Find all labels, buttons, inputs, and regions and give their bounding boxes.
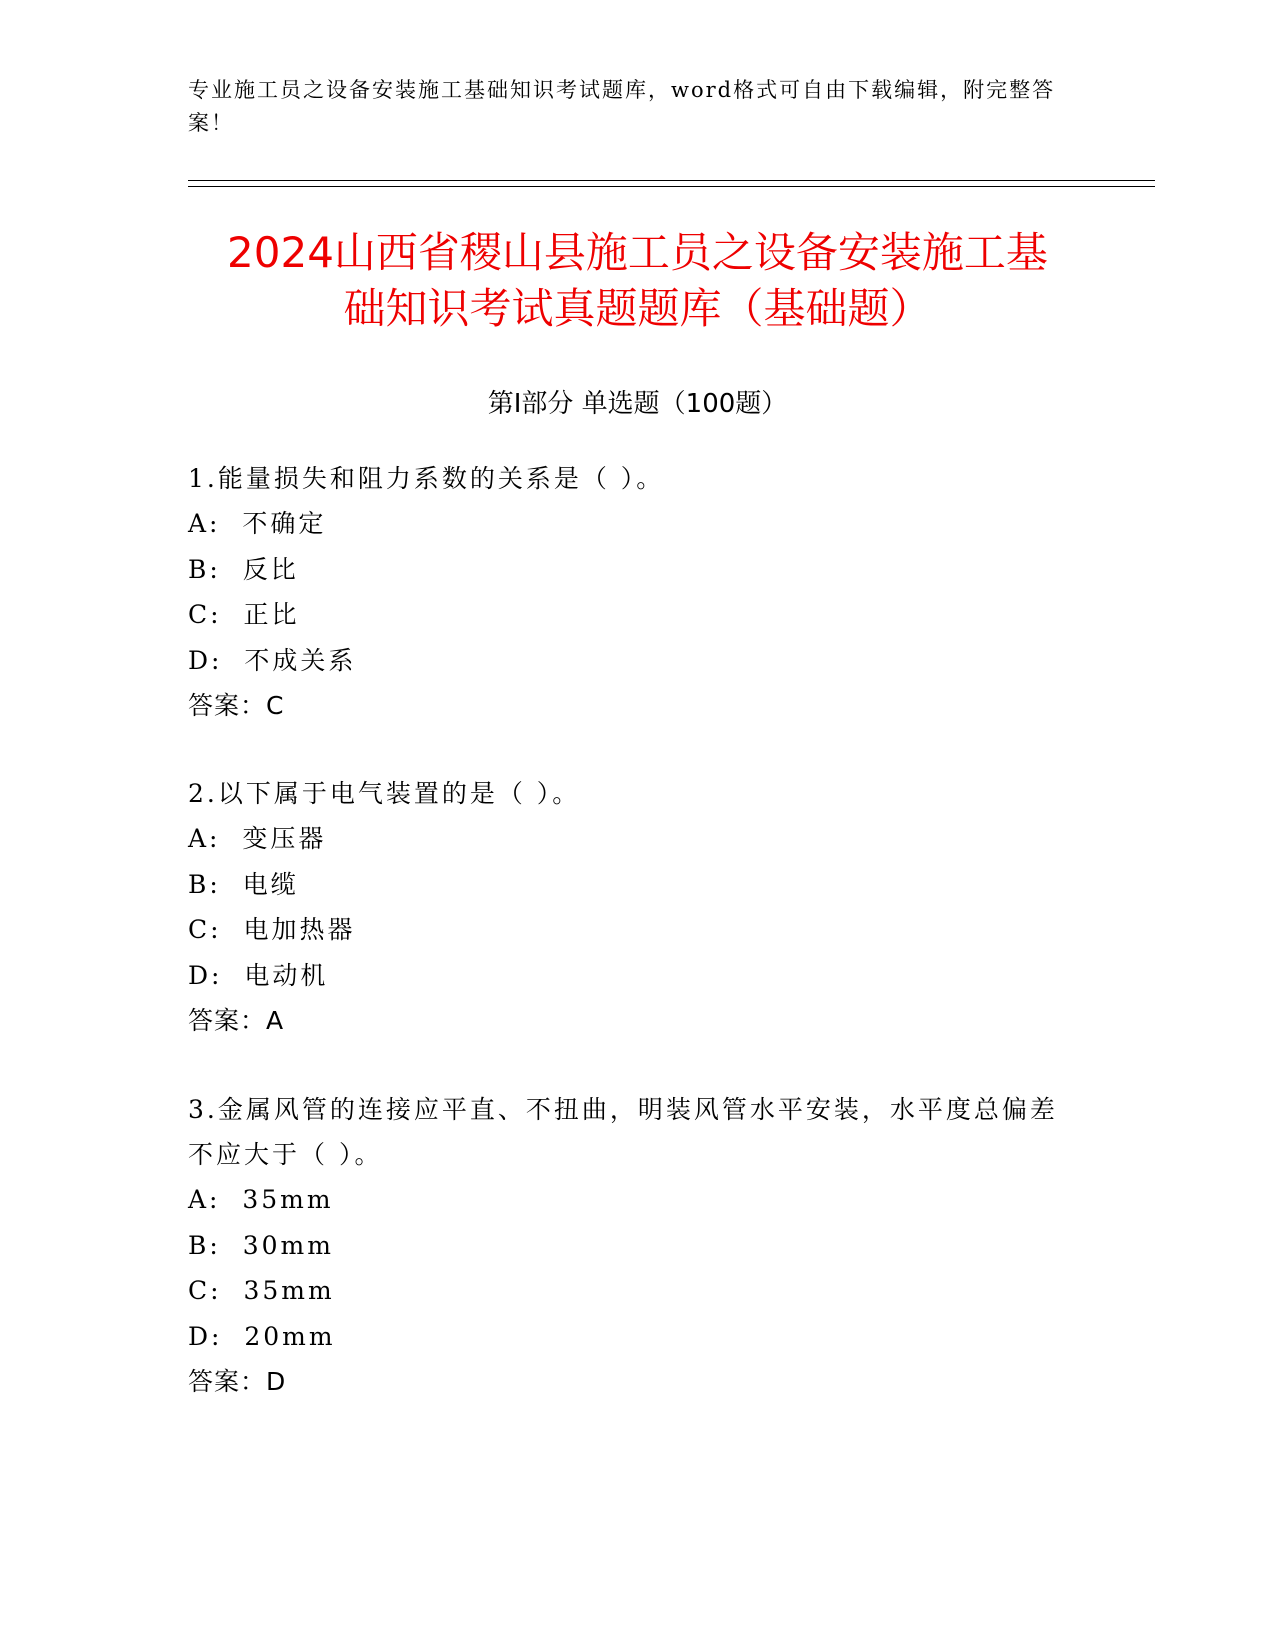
question-stem: 1.能量损失和阻力系数的关系是（ ）。 [188, 464, 665, 493]
title-line-2: 础知识考试真题题库（基础题） [343, 284, 932, 333]
header-rule-bottom [188, 186, 1155, 187]
answer: 答案：A [188, 1006, 285, 1035]
answer: 答案：D [188, 1367, 287, 1396]
option-a: A: 变压器 [188, 824, 327, 853]
option-b: B: 30mm [188, 1230, 334, 1260]
option-d: D: 20mm [188, 1321, 336, 1351]
option-c: C: 电加热器 [188, 915, 356, 944]
question-stem: 3.金属风管的连接应平直、不扭曲，明装风管水平安装，水平度总偏差不应大于（ ）。 [188, 1095, 1058, 1169]
option-a: A: 不确定 [188, 509, 327, 538]
option-c: C: 35mm [188, 1276, 335, 1305]
option-a: A: 35mm [188, 1185, 334, 1214]
section-heading: 第Ⅰ部分 单选题（100题） [487, 389, 788, 419]
title-line-1: 2024山西省稷山县施工员之设备安装施工基 [227, 228, 1048, 277]
question-3 [188, 1087, 1068, 1404]
intro-text: 专业施工员之设备安装施工基础知识考试题库，word格式可自由下载编辑，附完整答案！ [188, 78, 1056, 135]
option-d: D: 不成关系 [188, 645, 357, 675]
document-title [0, 225, 1275, 337]
option-b: B: 电缆 [188, 869, 299, 899]
option-d: D: 电动机 [188, 960, 329, 990]
question-1 [188, 456, 1068, 728]
question-2 [188, 771, 1068, 1043]
option-c: C: 正比 [188, 600, 300, 629]
option-b: B: 反比 [188, 554, 299, 584]
question-stem: 2.以下属于电气装置的是（ ）。 [188, 779, 581, 808]
answer: 答案：C [188, 691, 285, 720]
header-rule-top [188, 180, 1155, 181]
